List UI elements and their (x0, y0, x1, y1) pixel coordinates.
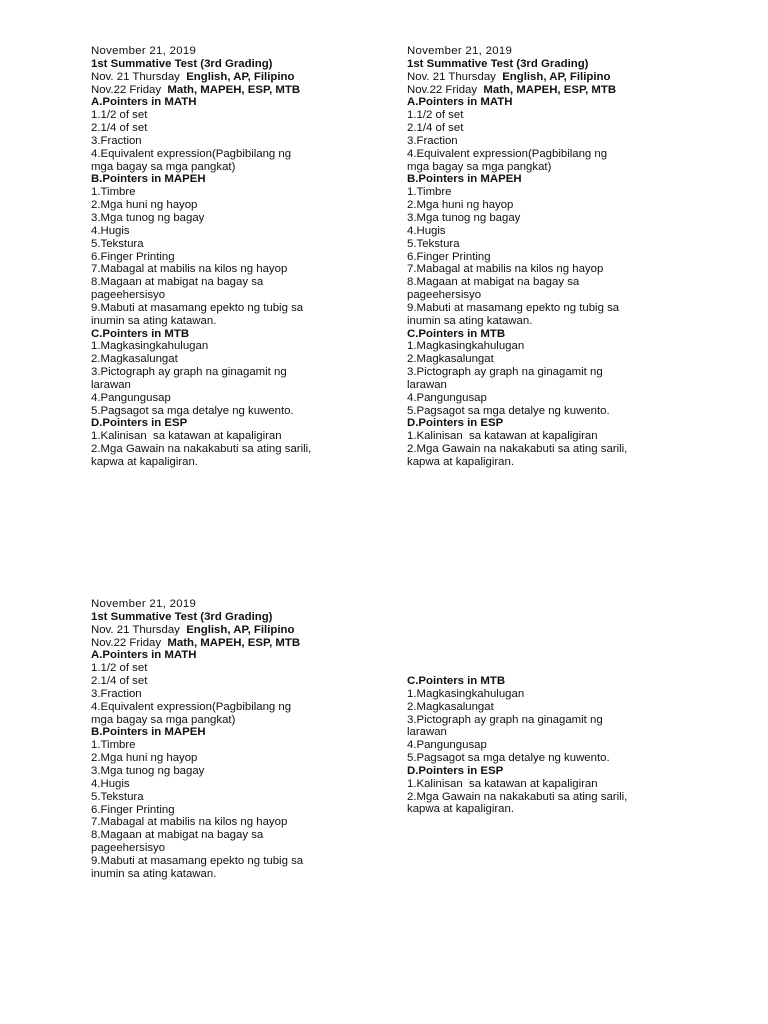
section-line: 2.Mga huni ng hayop (407, 199, 514, 212)
section-line: 1.Timbre (91, 739, 136, 752)
handout-3 (91, 598, 381, 881)
handout-3-continued (407, 675, 697, 816)
schedule-line: Nov. 21 Thursday English, AP, Filipino (407, 70, 611, 83)
section-line: 4.Equivalent expression(Pagbibilang ng (91, 147, 292, 160)
section-line: mga bagay sa mga pangkat) (91, 160, 236, 173)
date: November 21, 2019 (91, 45, 197, 57)
section-line: 3.Fraction (407, 134, 458, 147)
section-line: pageehersisyo (91, 842, 166, 855)
section-line: 3.Fraction (91, 687, 142, 700)
section-line: mga bagay sa mga pangkat) (407, 160, 552, 173)
section-line: 9.Mabuti at masamang epekto ng tubig sa (91, 854, 304, 867)
section-line: 2.Mga Gawain na nakakabuti sa ating sarili, (407, 790, 628, 803)
section-line: 2.1/4 of set (91, 675, 148, 688)
section-line: 5.Pagsagot sa mga detalye ng kuwento. (407, 404, 610, 417)
section-title: A.Pointers in MATH (91, 649, 197, 662)
section-line: 3.Mga tunog ng bagay (91, 764, 205, 777)
section-title: D.Pointers in ESP (407, 764, 504, 777)
section-line: 5.Pagsagot sa mga detalye ng kuwento. (407, 752, 610, 765)
section-line: inumin sa ating katawan. (91, 867, 217, 880)
section-title: C.Pointers in MTB (407, 675, 506, 687)
section-line: kapwa at kapaligiran. (407, 456, 515, 468)
section-title: D.Pointers in ESP (91, 417, 188, 430)
section-line: pageehersisyo (407, 289, 482, 302)
section-line: 4.Pangungusap (407, 391, 487, 404)
mapeh-section (407, 173, 697, 327)
schedule-line: Nov.22 Friday Math, MAPEH, ESP, MTB (91, 636, 301, 649)
section-line: 1.Timbre (91, 186, 136, 199)
section-line: 7.Mabagal at mabilis na kilos ng hayop (407, 263, 604, 276)
section-line: 4.Hugis (407, 224, 446, 237)
section-line: 2.Magkasalungat (91, 353, 178, 366)
schedule-line: Nov.22 Friday Math, MAPEH, ESP, MTB (407, 83, 617, 96)
section-line: kapwa at kapaligiran. (91, 456, 199, 468)
section-line: 6.Finger Printing (91, 803, 175, 816)
section-line: 4.Hugis (91, 777, 130, 790)
section-line: 1.1/2 of set (407, 109, 464, 122)
section-line: 4.Equivalent expression(Pagbibilang ng (91, 700, 292, 713)
esp-section (407, 417, 697, 468)
section-line: 5.Tekstura (407, 237, 460, 250)
schedule-line: Nov.22 Friday Math, MAPEH, ESP, MTB (91, 83, 301, 96)
section-line: 4.Pangungusap (407, 739, 487, 752)
section-line: 6.Finger Printing (407, 250, 491, 263)
section-line: 2.Mga huni ng hayop (91, 199, 198, 212)
mtb-section (91, 328, 381, 418)
mtb-section (407, 675, 697, 765)
section-line: 2.Mga Gawain na nakakabuti sa ating sarili, (91, 443, 312, 456)
section-line: 2.1/4 of set (407, 122, 464, 135)
section-line: 1.1/2 of set (91, 662, 148, 675)
section-line: 5.Tekstura (91, 790, 144, 803)
handout-2 (407, 45, 697, 469)
schedule-line: Nov. 21 Thursday English, AP, Filipino (91, 70, 295, 83)
section-line: 3.Fraction (91, 134, 142, 147)
section-line: 4.Equivalent expression(Pagbibilang ng (407, 147, 608, 160)
section-line: 5.Pagsagot sa mga detalye ng kuwento. (91, 404, 294, 417)
date: November 21, 2019 (91, 598, 197, 610)
esp-section (407, 765, 697, 816)
section-line: 4.Pangungusap (91, 391, 171, 404)
date: November 21, 2019 (407, 45, 513, 57)
test-title: 1st Summative Test (3rd Grading) (91, 57, 273, 70)
section-line: 8.Magaan at mabigat na bagay sa (91, 829, 264, 842)
section-line: 8.Magaan at mabigat na bagay sa (407, 276, 580, 289)
section-line: 8.Magaan at mabigat na bagay sa (91, 276, 264, 289)
section-title: B.Pointers in MAPEH (407, 173, 522, 186)
section-title: C.Pointers in MTB (407, 327, 506, 340)
section-title: B.Pointers in MAPEH (91, 173, 206, 186)
section-line: 2.Magkasalungat (407, 700, 494, 713)
schedule-line: Nov. 21 Thursday English, AP, Filipino (91, 623, 295, 636)
math-section (91, 649, 381, 726)
section-line: 5.Tekstura (91, 237, 144, 250)
test-title: 1st Summative Test (3rd Grading) (91, 610, 273, 623)
section-title: A.Pointers in MATH (91, 96, 197, 109)
esp-section (91, 417, 381, 468)
mapeh-section (91, 726, 381, 880)
math-section (407, 96, 697, 173)
section-line: 1.1/2 of set (91, 109, 148, 122)
section-line: 3.Pictograph ay graph na ginagamit ng (91, 366, 287, 379)
section-line: 1.Timbre (407, 186, 452, 199)
section-line: inumin sa ating katawan. (91, 314, 217, 327)
section-line: mga bagay sa mga pangkat) (91, 713, 236, 726)
section-line: inumin sa ating katawan. (407, 314, 533, 327)
math-section (91, 96, 381, 173)
handout-1 (91, 45, 381, 469)
test-title: 1st Summative Test (3rd Grading) (407, 57, 589, 70)
section-line: 9.Mabuti at masamang epekto ng tubig sa (91, 301, 304, 314)
section-line: 9.Mabuti at masamang epekto ng tubig sa (407, 301, 620, 314)
section-line: 6.Finger Printing (91, 250, 175, 263)
section-line: 3.Pictograph ay graph na ginagamit ng (407, 366, 603, 379)
section-line: 2.Mga huni ng hayop (91, 752, 198, 765)
section-line: pageehersisyo (91, 289, 166, 302)
section-line: larawan (407, 726, 447, 739)
section-line: 1.Kalinisan sa katawan at kapaligiran (91, 430, 282, 443)
section-title: C.Pointers in MTB (91, 327, 190, 340)
mapeh-section (91, 173, 381, 327)
section-line: 3.Mga tunog ng bagay (91, 211, 205, 224)
section-line: 2.Mga Gawain na nakakabuti sa ating sarili, (407, 443, 628, 456)
section-line: 4.Hugis (91, 224, 130, 237)
section-line: larawan (91, 378, 131, 391)
section-line: 3.Mga tunog ng bagay (407, 211, 521, 224)
section-title: D.Pointers in ESP (407, 417, 504, 430)
section-line: 1.Kalinisan sa katawan at kapaligiran (407, 777, 598, 790)
section-line: 1.Magkasingkahulugan (407, 687, 525, 700)
section-line: 2.Magkasalungat (407, 353, 494, 366)
section-line: 2.1/4 of set (91, 122, 148, 135)
section-line: 7.Mabagal at mabilis na kilos ng hayop (91, 263, 288, 276)
section-line: 1.Kalinisan sa katawan at kapaligiran (407, 430, 598, 443)
section-line: kapwa at kapaligiran. (407, 803, 515, 816)
section-line: 1.Magkasingkahulugan (91, 340, 209, 353)
mtb-section (407, 328, 697, 418)
section-title: A.Pointers in MATH (407, 96, 513, 109)
section-line: larawan (407, 378, 447, 391)
section-line: 1.Magkasingkahulugan (407, 340, 525, 353)
section-line: 3.Pictograph ay graph na ginagamit ng (407, 713, 603, 726)
section-line: 7.Mabagal at mabilis na kilos ng hayop (91, 816, 288, 829)
section-title: B.Pointers in MAPEH (91, 726, 206, 739)
